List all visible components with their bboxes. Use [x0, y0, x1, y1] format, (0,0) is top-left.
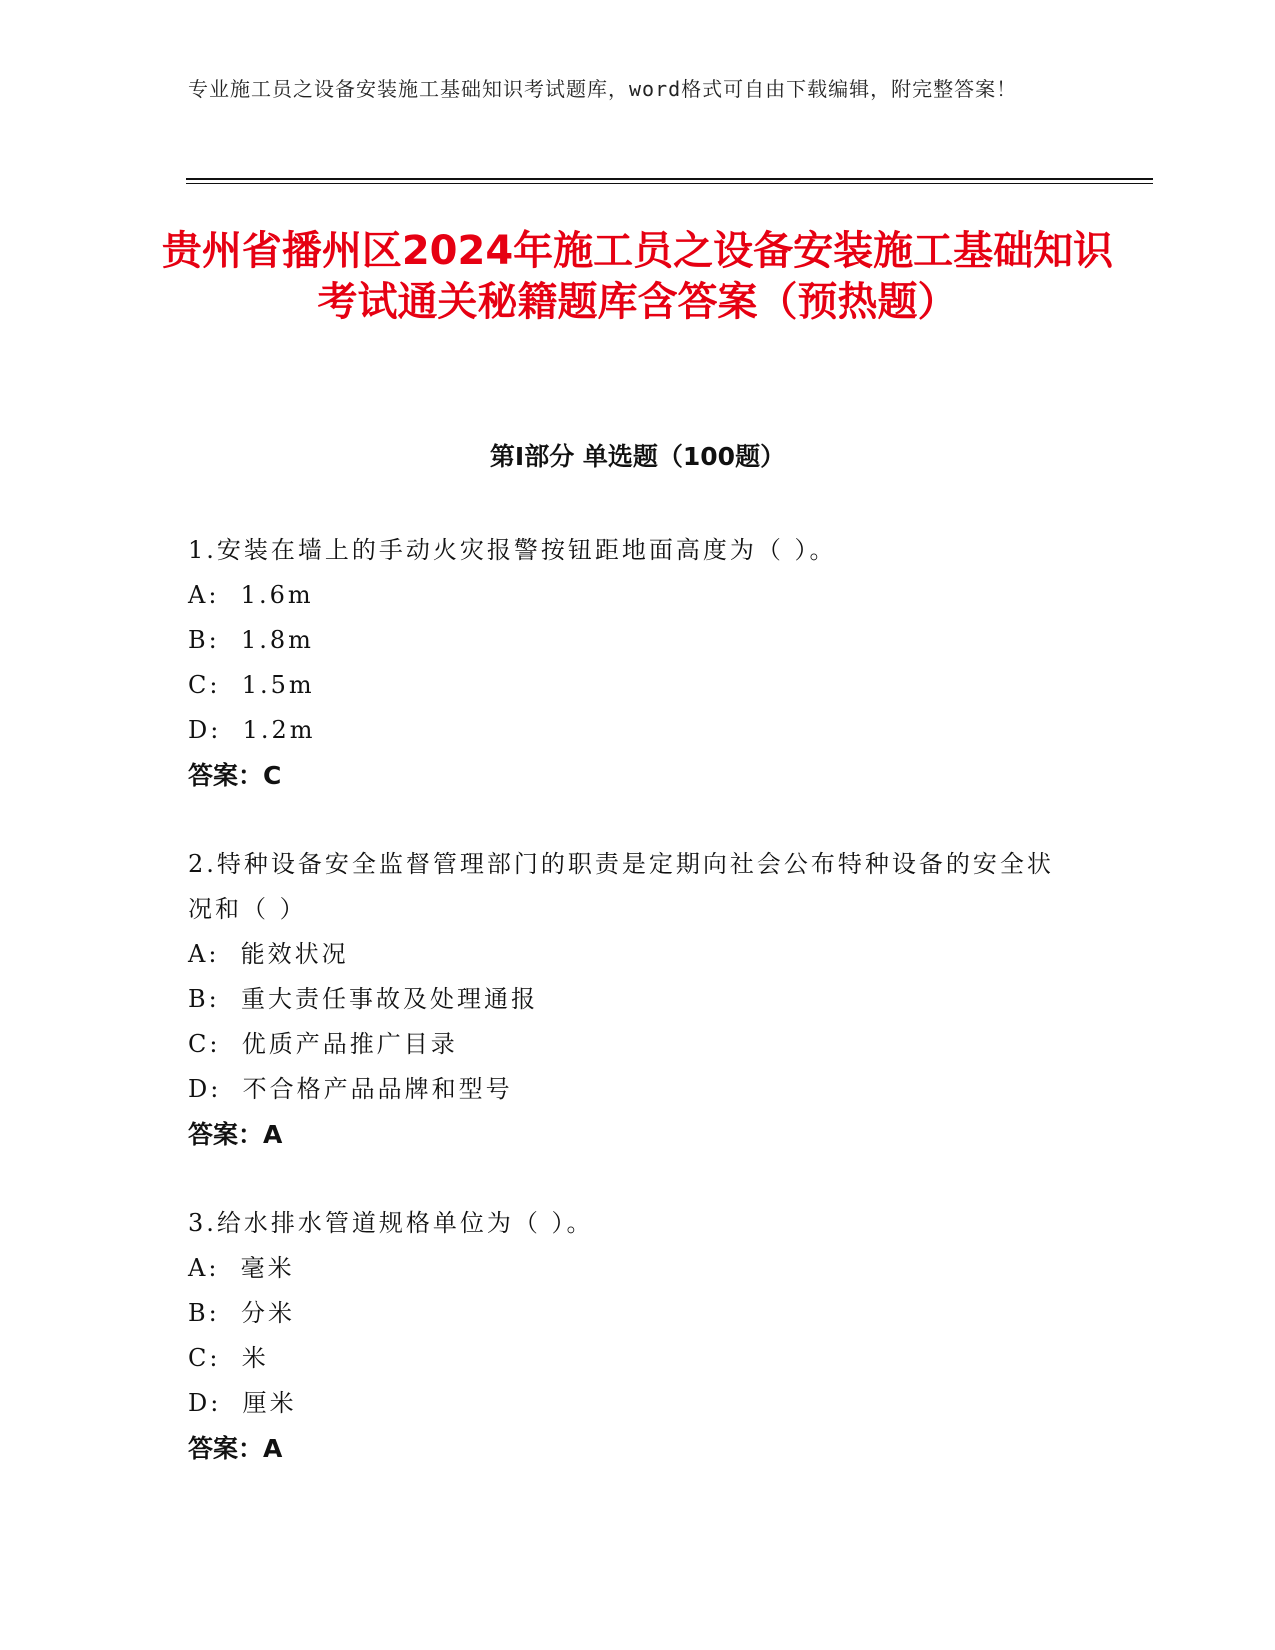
answer: 答案：A — [188, 1434, 283, 1463]
option-c: C: 1.5m — [188, 671, 315, 699]
document-title: 贵州省播州区2024年施工员之设备安装施工基础知识考试通关秘籍题库含答案（预热题） — [161, 228, 1114, 325]
question-1 — [188, 528, 1058, 798]
question-3 — [188, 1201, 1058, 1471]
question-text: 1.安装在墙上的手动火灾报警按钮距地面高度为（ ）。 — [188, 536, 837, 564]
option-b: B: 1.8m — [188, 626, 314, 654]
answer: 答案：C — [188, 761, 282, 790]
question-2 — [188, 842, 1058, 1157]
option-d: D: 不合格产品品牌和型号 — [188, 1075, 513, 1103]
section-title: 第Ⅰ部分 单选题（100题） — [489, 442, 786, 471]
header-note: 专业施工员之设备安装施工基础知识考试题库，word格式可自由下载编辑，附完整答案！ — [188, 77, 1018, 101]
option-d: D: 厘米 — [188, 1389, 297, 1417]
option-b: B: 分米 — [188, 1299, 295, 1327]
header-divider — [186, 178, 1153, 180]
answer: 答案：A — [188, 1120, 283, 1149]
option-c: C: 优质产品推广目录 — [188, 1030, 458, 1058]
question-text: 2.特种设备安全监督管理部门的职责是定期向社会公布特种设备的安全状况和（ ） — [188, 850, 1054, 923]
option-b: B: 重大责任事故及处理通报 — [188, 985, 538, 1013]
option-c: C: 米 — [188, 1344, 269, 1372]
option-a: A: 能效状况 — [188, 940, 349, 968]
option-d: D: 1.2m — [188, 716, 316, 744]
option-a: A: 1.6m — [188, 581, 314, 609]
option-a: A: 毫米 — [188, 1254, 295, 1282]
question-text: 3.给水排水管道规格单位为（ ）。 — [188, 1209, 594, 1237]
question-list — [188, 528, 1058, 1515]
header-divider-thin — [186, 183, 1153, 184]
